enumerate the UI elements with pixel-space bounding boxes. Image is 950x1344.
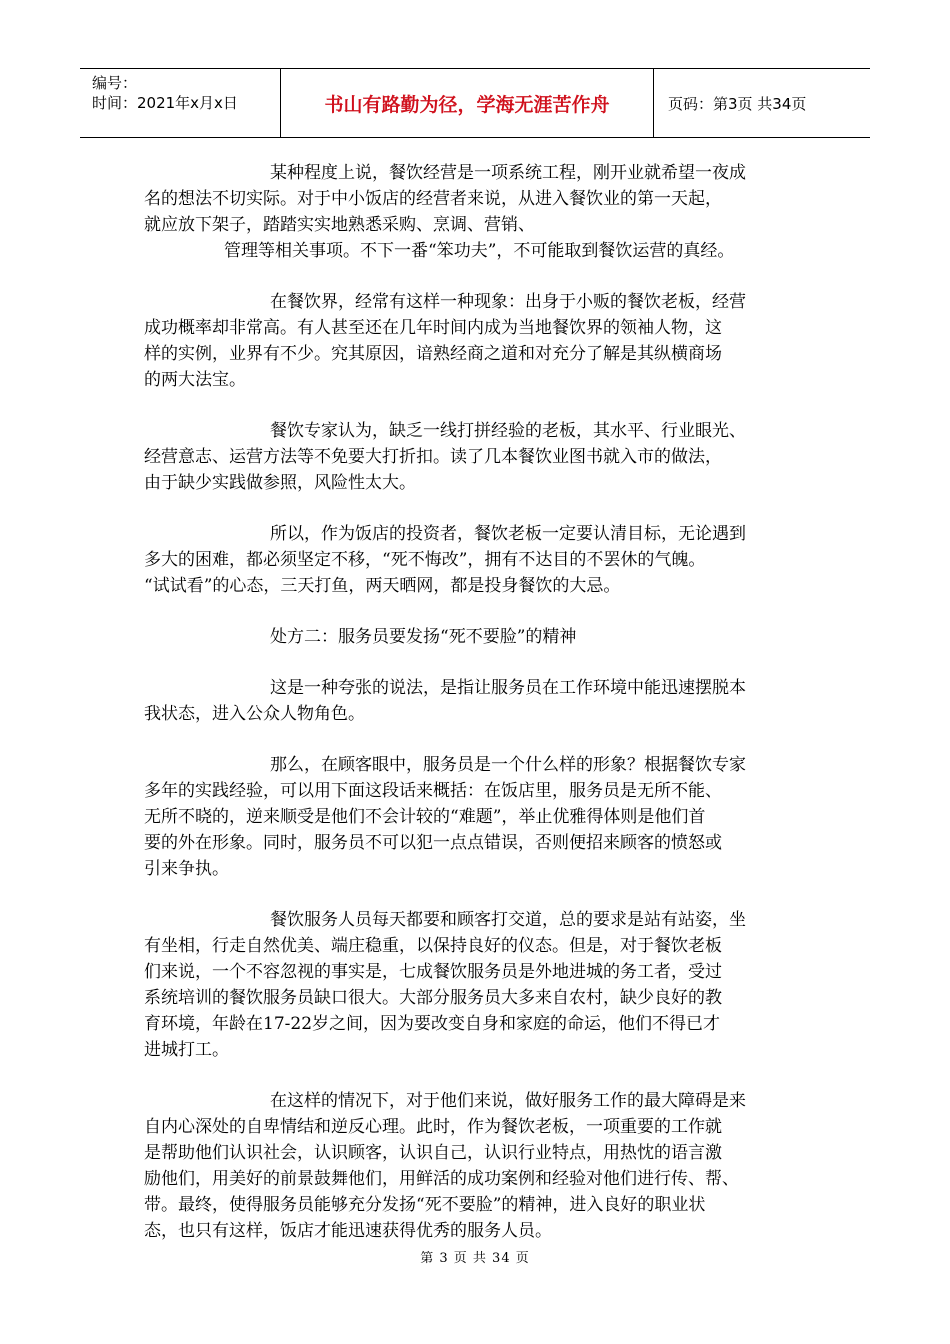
document-body <box>144 160 814 1269</box>
text-line: 名的想法不切实际。对于中小饭店的经营者来说，从进入餐饮业的第一天起， <box>144 189 722 209</box>
text-line: 管理等相关事项。不下一番“笨功夫”，不可能取到餐饮运营的真经。 <box>224 241 735 261</box>
text-line: 经营意志、运营方法等不免要大打折扣。读了几本餐饮业图书就入市的做法， <box>144 447 722 467</box>
text-line: 多年的实践经验，可以用下面这段话来概括：在饭店里，服务员是无所不能、 <box>144 781 722 801</box>
page-footer: 第 3 页 共 34 页 <box>420 1251 530 1266</box>
paragraph <box>144 752 814 882</box>
text-line: 的两大法宝。 <box>144 370 246 390</box>
text-line: 是帮助他们认识社会，认识顾客，认识自己，认识行业特点，用热忱的语言激 <box>144 1143 722 1163</box>
text-line: 成功概率却非常高。有人甚至还在几年时间内成为当地餐饮界的领袖人物，这 <box>144 318 722 338</box>
text-line: 餐饮专家认为，缺乏一线打拼经验的老板，其水平、行业眼光、 <box>270 421 746 441</box>
paragraph <box>144 521 814 599</box>
text-line: 们来说，一个不容忽视的事实是，七成餐饮服务员是外地进城的务工者，受过 <box>144 962 722 982</box>
paragraph <box>144 675 814 727</box>
text-line: 无所不晓的，逆来顺受是他们不会计较的“难题”，举止优雅得体则是他们首 <box>144 807 706 827</box>
text-line: 系统培训的餐饮服务员缺口很大。大部分服务员大多来自农村，缺少良好的教 <box>144 988 722 1008</box>
document-number: 编号： <box>92 74 138 92</box>
header-meta <box>80 69 281 137</box>
text-line: 态，也只有这样，饭店才能迅速获得优秀的服务人员。 <box>144 1221 552 1241</box>
text-line: 有坐相，行走自然优美、端庄稳重，以保持良好的仪态。但是，对于餐饮老板 <box>144 936 722 956</box>
text-line: “试试看”的心态，三天打鱼，两天晒网，都是投身餐饮的大忌。 <box>144 576 621 596</box>
paragraph <box>144 160 814 264</box>
text-line: 励他们，用美好的前景鼓舞他们，用鲜活的成功案例和经验对他们进行传、帮、 <box>144 1169 739 1189</box>
text-line: 引来争执。 <box>144 859 229 879</box>
text-line: 我状态，进入公众人物角色。 <box>144 704 365 724</box>
document-time: 时间：2021年x月x日 <box>92 94 238 112</box>
text-line: 进城打工。 <box>144 1040 229 1060</box>
text-line: 多大的困难，都必须坚定不移，“死不悔改”，拥有不达目的不罢休的气魄。 <box>144 550 706 570</box>
header-page-number: 页码：第3页 共34页 <box>668 94 807 113</box>
text-line: 自内心深处的自卑情结和逆反心理。此时，作为餐饮老板，一项重要的工作就 <box>144 1117 722 1137</box>
paragraph <box>144 907 814 1063</box>
text-line: 处方二：服务员要发扬“死不要脸”的精神 <box>270 627 577 647</box>
text-line: 在餐饮界，经常有这样一种现象：出身于小贩的餐饮老板，经营 <box>270 292 746 312</box>
paragraph <box>144 1088 814 1244</box>
text-line: 育环境，年龄在17-22岁之间，因为要改变自身和家庭的命运，他们不得已才 <box>144 1014 721 1034</box>
text-line: 这是一种夸张的说法，是指让服务员在工作环境中能迅速摆脱本 <box>270 678 746 698</box>
text-line: 所以，作为饭店的投资者，餐饮老板一定要认清目标，无论遇到 <box>270 524 746 544</box>
text-line: 样的实例，业界有不少。究其原因，谙熟经商之道和对充分了解是其纵横商场 <box>144 344 722 364</box>
text-line: 要的外在形象。同时，服务员不可以犯一点点错误，否则便招来顾客的愤怒或 <box>144 833 722 853</box>
text-line: 就应放下架子，踏踏实实地熟悉采购、烹调、营销、 <box>144 215 535 235</box>
section-heading <box>144 624 814 650</box>
text-line: 在这样的情况下，对于他们来说，做好服务工作的最大障碍是来 <box>270 1091 746 1111</box>
page-header <box>80 68 870 138</box>
paragraph <box>144 289 814 393</box>
text-line: 那么，在顾客眼中，服务员是一个什么样的形象？根据餐饮专家 <box>270 755 746 775</box>
text-line: 带。最终，使得服务员能够充分发扬“死不要脸”的精神，进入良好的职业状 <box>144 1195 706 1215</box>
paragraph <box>144 418 814 496</box>
text-line: 某种程度上说，餐饮经营是一项系统工程，刚开业就希望一夜成 <box>270 163 746 183</box>
text-line: 餐饮服务人员每天都要和顾客打交道，总的要求是站有站姿，坐 <box>270 910 746 930</box>
text-line: 由于缺少实践做参照，风险性太大。 <box>144 473 416 493</box>
header-motto: 书山有路勤为径，学海无涯苦作舟 <box>281 69 654 137</box>
